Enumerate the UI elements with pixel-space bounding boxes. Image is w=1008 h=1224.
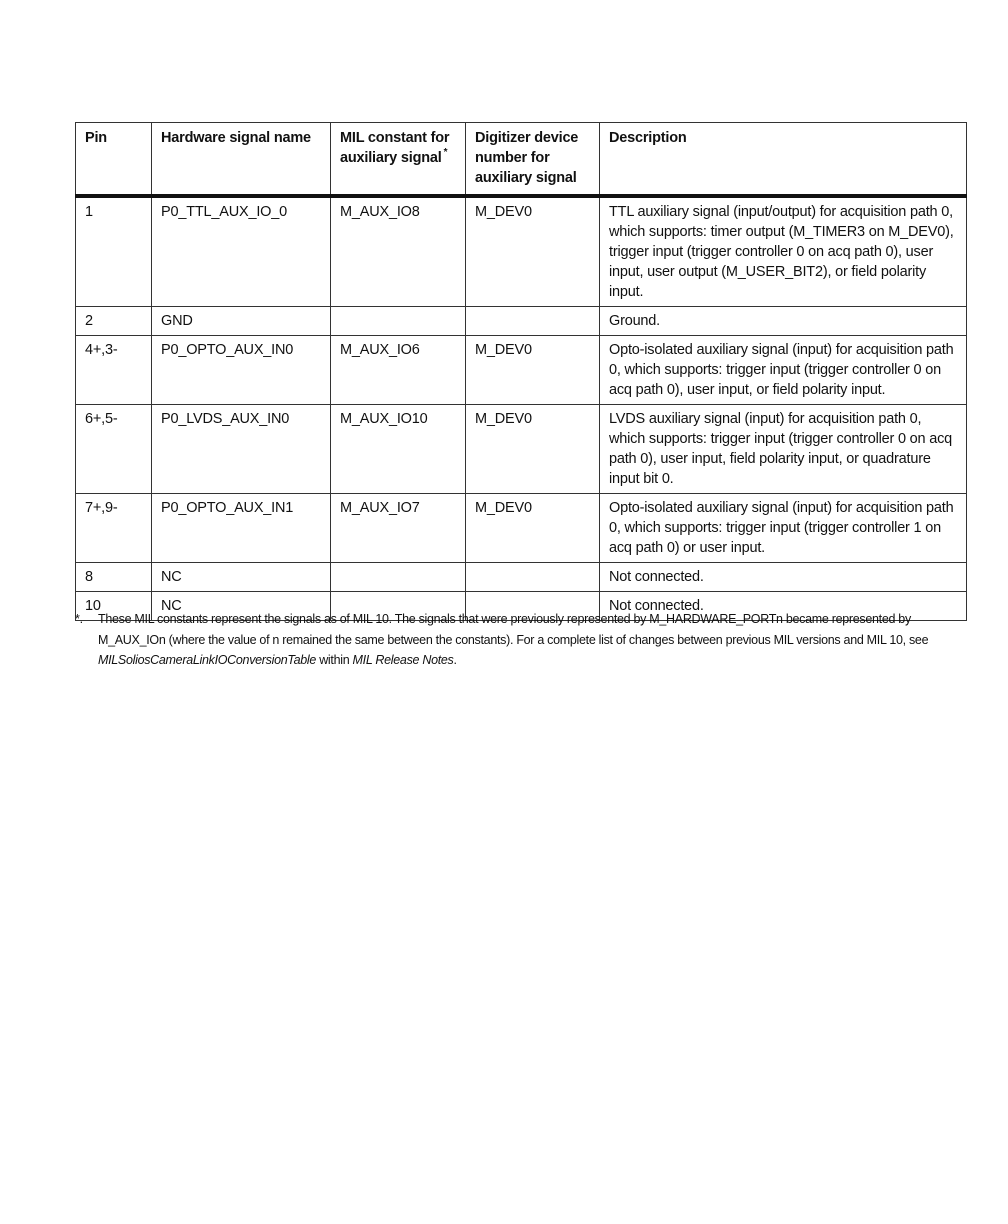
cell-pin: 6+,5- [76,405,152,494]
cell-signal: P0_TTL_AUX_IO_0 [152,196,331,307]
table-footnote [75,609,966,671]
cell-description: Not connected. [600,592,967,621]
footnote-text [98,609,966,671]
cell-pin: 10 [76,592,152,621]
cell-description: LVDS auxiliary signal (input) for acquisition path 0, which supports: trigger input (trigger controller 0 on acq path 0), user input, field polarity input, or quadrature input bit 0. [600,405,967,494]
cell-description: Opto-isolated auxiliary signal (input) for acquisition path 0, which supports: trigger input (trigger controller 0 on acq path 0), user input, or field polarity input. [600,336,967,405]
cell-device: M_DEV0 [466,494,600,563]
header-device-number: Digitizer device number for auxiliary signal [466,123,600,197]
cell-constant [331,307,466,336]
cell-constant [331,563,466,592]
cell-device [466,563,600,592]
footnote-text-part: within [316,653,353,667]
table-row [76,336,967,405]
footnote-ref-table: MILSoliosCameraLinkIOConversionTable [98,653,317,667]
cell-device: M_DEV0 [466,336,600,405]
cell-signal: P0_OPTO_AUX_IN1 [152,494,331,563]
cell-signal: NC [152,563,331,592]
cell-signal: P0_LVDS_AUX_IN0 [152,405,331,494]
header-description: Description [600,123,967,197]
footnote-text-part: These MIL constants represent the signals as of MIL 10. The signals that were previously represented by M_HARDWARE_PORTn became represented by M_AUX_IOn (where the value of n remained the same between the constants). For a complete list of changes between previous MIL versions and MIL 10, see [98,612,929,647]
header-mil-constant [331,123,466,197]
cell-constant: M_AUX_IO6 [331,336,466,405]
footnote-mark: *. [75,612,83,626]
table-row [76,405,967,494]
footnote-text-part: . [453,653,457,667]
cell-device: M_DEV0 [466,405,600,494]
cell-description: Not connected. [600,563,967,592]
cell-signal: GND [152,307,331,336]
cell-constant: M_AUX_IO10 [331,405,466,494]
footnote-marker: * [443,147,448,158]
cell-pin: 4+,3- [76,336,152,405]
table-row [76,196,967,307]
cell-description: Ground. [600,307,967,336]
cell-pin: 2 [76,307,152,336]
table-row [76,494,967,563]
pin-assignment-table [75,122,967,621]
cell-pin: 1 [76,196,152,307]
cell-pin: 7+,9- [76,494,152,563]
cell-device [466,307,600,336]
cell-constant: M_AUX_IO8 [331,196,466,307]
cell-description: TTL auxiliary signal (input/output) for acquisition path 0, which supports: timer output (M_TIMER3 on M_DEV0), trigger input (trigger controller 0 on acq path 0), user input, user output (M_USER_BIT2), or field polarity input. [600,196,967,307]
table-row [76,563,967,592]
cell-pin: 8 [76,563,152,592]
header-pin: Pin [76,123,152,197]
cell-device: M_DEV0 [466,196,600,307]
cell-constant: M_AUX_IO7 [331,494,466,563]
cell-signal: P0_OPTO_AUX_IN0 [152,336,331,405]
table-header-row [76,123,967,197]
footnote-ref-doc: MIL Release Notes [352,653,454,667]
header-signal-name: Hardware signal name [152,123,331,197]
cell-signal: NC [152,592,331,621]
header-mil-constant-label: MIL constant for auxiliary signal [340,130,450,166]
table-row [76,307,967,336]
cell-description: Opto-isolated auxiliary signal (input) for acquisition path 0, which supports: trigger input (trigger controller 1 on acq path 0) or user input. [600,494,967,563]
